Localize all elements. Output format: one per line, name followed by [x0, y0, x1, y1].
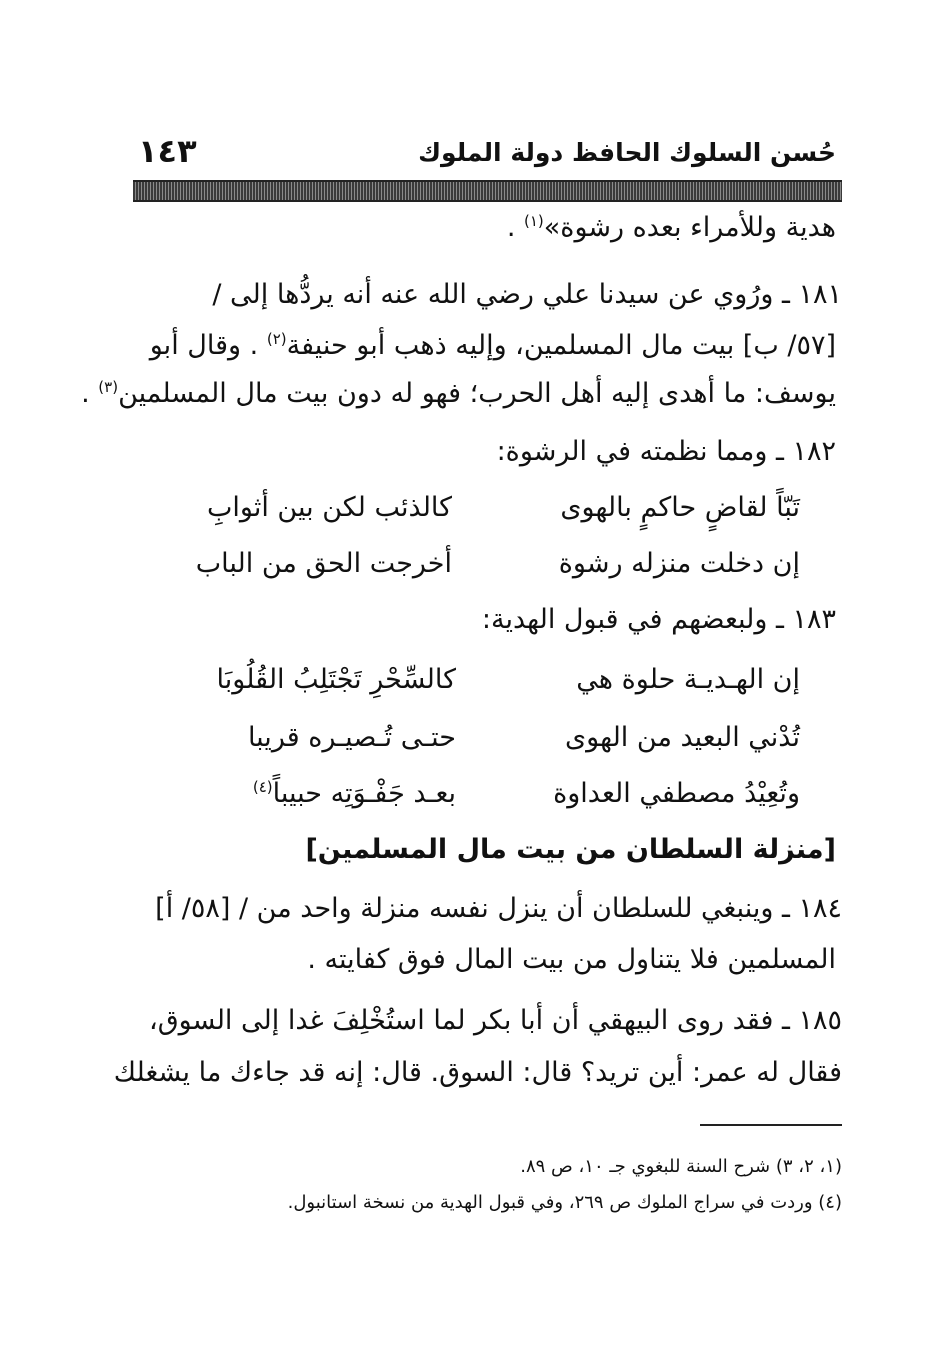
footnote-marker: (٤): [252, 778, 273, 796]
paragraph-185-line-1: ١٨٥ ـ فقد روى البيهقي أن أبا بكر لما استُخْلِفَ غدا إلى السوق،: [149, 1005, 842, 1036]
verse-4-right-hemistich: تُدْني البعيد من الهوى: [565, 722, 800, 753]
paragraph-184-line-1: ١٨٤ ـ وينبغي للسلطان أن ينزل نفسه منزلة واحد من / [٥٨/ أ]: [155, 893, 842, 924]
paragraph-184-line-2: المسلمين فلا يتناول من بيت المال فوق كفايته .: [307, 944, 836, 975]
body-line-1: [507, 212, 836, 243]
verse-1-left-hemistich: كالذئب لكن بين أثوابِ: [206, 492, 452, 523]
verse-5-left-hemistich: [253, 778, 456, 809]
footnote-marker: (٣): [98, 378, 119, 396]
paragraph-182-intro: ١٨٢ ـ ومما نظمته في الرشوة:: [496, 436, 836, 467]
paragraph-181-line-1: ١٨١ ـ ورُوي عن سيدنا علي رضي الله عنه أنه يردُّها إلى /: [212, 279, 842, 310]
text-span: .: [81, 378, 99, 409]
paragraph-185-line-2: فقال له عمر: أين تريد؟ قال: السوق. قال: إنه قد جاءك ما يشغلك: [113, 1057, 842, 1088]
footnote-1-3: (١، ٢، ٣) شرح السنة للبغوي جـ ١٠، ص ٨٩.: [520, 1156, 842, 1177]
paragraph-183-intro: ١٨٣ ـ ولبعضهم في قبول الهدية:: [481, 604, 836, 635]
text-span: [٥٧/ ب] بيت مال المسلمين، وإليه ذهب أبو حنيفة: [286, 330, 836, 361]
page-number: ١٤٣: [138, 132, 197, 170]
footnote-marker: (١): [524, 212, 544, 230]
footnote-separator: [700, 1124, 842, 1126]
verse-2-right-hemistich: إن دخلت منزله رشوة: [558, 548, 800, 579]
text-span: بعـد جَفْـوَتِه حبيباً: [272, 778, 456, 809]
text-span: هدية وللأمراء بعده رشوة»: [543, 212, 836, 243]
running-header-title: حُسن السلوك الحافظ دولة الملوك: [418, 138, 836, 167]
paragraph-181-line-3: [81, 378, 836, 409]
section-heading: [منزلة السلطان من بيت مال المسلمين]: [305, 834, 836, 865]
footnote-4: (٤) وردت في سراج الملوك ص ٢٦٩، وفي قبول الهدية من نسخة استانبول.: [287, 1192, 842, 1213]
verse-1-right-hemistich: تَبّاً لقاضٍ حاكمٍ بالهوى: [560, 492, 800, 523]
verse-4-left-hemistich: حتـى تُـصيـره قريبا: [247, 722, 456, 753]
header-rule: [133, 180, 842, 202]
verse-3-right-hemistich: إن الهـديـة حلوة هي: [576, 664, 800, 695]
verse-3-left-hemistich: كالسِّحْرِ تَجْتَلِبُ القُلُوبَا: [216, 664, 456, 695]
text-span: يوسف: ما أهدى إليه أهل الحرب؛ فهو له دون بيت مال المسلمين: [118, 378, 836, 409]
verse-2-left-hemistich: أخرجت الحق من الباب: [195, 548, 452, 579]
footnote-marker: (٢): [266, 330, 287, 348]
verse-5-right-hemistich: وتُعِيْدُ مصطفي العداوة: [553, 778, 800, 809]
text-span: .: [506, 212, 524, 243]
text-span: . وقال أبو: [149, 330, 267, 361]
paragraph-181-line-2: [150, 330, 836, 361]
